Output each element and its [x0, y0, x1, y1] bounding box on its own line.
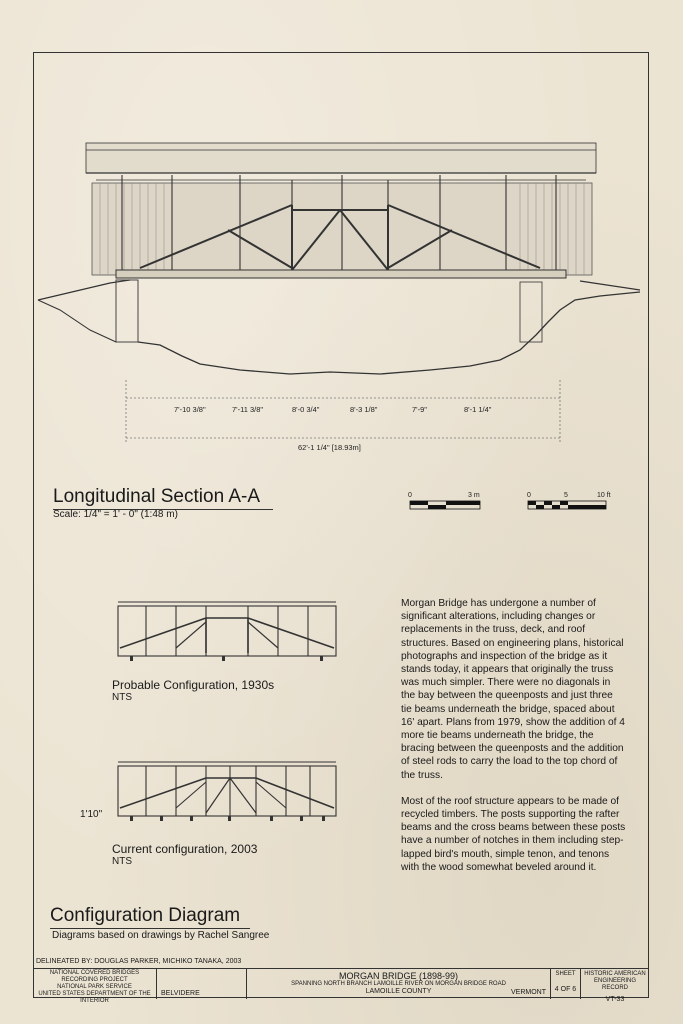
dim-3: 8'-0 3/4"	[292, 405, 320, 414]
scale-m-end: 3 m	[468, 492, 480, 499]
height-label: 1'10"	[80, 809, 103, 820]
record-line-2: ENGINEERING RECORD	[593, 978, 636, 991]
total-dim: 62'-1 1/4" [18.93m]	[298, 443, 361, 452]
current-nts: NTS	[112, 856, 132, 867]
bridge-name: MORGAN BRIDGE (1898-99)	[338, 971, 459, 981]
title-block	[33, 968, 649, 1004]
state: VERMONT	[511, 989, 546, 996]
tb-sheet	[551, 969, 581, 999]
dim-4: 8'-3 1/8"	[350, 405, 378, 414]
tb-record	[581, 969, 649, 1003]
tb-town	[157, 969, 247, 999]
probable-config-diagram	[110, 598, 344, 670]
agency-line-3: NATIONAL PARK SERVICE	[57, 984, 132, 990]
scale-ft-mid: 5	[564, 492, 568, 499]
record-line-1: HISTORIC AMERICAN	[584, 971, 646, 977]
current-config-diagram	[110, 758, 344, 830]
county: LAMOILLE COUNTY	[365, 988, 432, 995]
scale-ft-end: 10 ft	[597, 492, 611, 499]
dim-5: 7'-9"	[412, 405, 427, 414]
agency-line-4: UNITED STATES DEPARTMENT OF THE INTERIOR	[38, 991, 151, 1004]
scale-ft-start: 0	[527, 492, 531, 499]
delineated-by: DELINEATED BY: DOUGLAS PARKER, MICHIKO TANAKA, 2003	[36, 958, 242, 965]
dim-2: 7'-11 3/8"	[232, 405, 264, 414]
scale-m-start: 0	[408, 492, 412, 499]
config-title-underline	[50, 928, 250, 929]
probable-caption: Probable Configuration, 1930s	[112, 678, 275, 692]
scale-bars	[400, 488, 620, 518]
dim-1: 7'-10 3/8"	[174, 405, 206, 414]
section-title: Longitudinal Section A-A	[53, 486, 261, 507]
description-para-1: Morgan Bridge has undergone a number of significant alterations, including changes or replacements in the truss, deck, and roof structures. Based on engineering plans, historical photographs and inspection of the bridge as it stands today, it appears that originally the truss was much simpler. There were no diagonals in the bay between the queenposts and just three tie beams underneath the bridge, spaced about 16' apart. Plans from 1979, show the addition of 4 more tie beams underneath the bridge, the bracing between the queenposts and the addition of steel rods to carry the load to the top chord of the truss.	[401, 598, 625, 781]
sheet-label: SHEET	[555, 971, 576, 977]
sheet-num: 4 OF 6	[554, 986, 577, 993]
spanning: SPANNING NORTH BRANCH LAMOILLE RIVER ON MORGAN BRIDGE ROAD	[291, 981, 506, 987]
record-id: VT-33	[605, 996, 625, 1003]
section-scale: Scale: 1/4" = 1' - 0" (1:48 m)	[53, 509, 178, 520]
probable-nts: NTS	[112, 692, 132, 703]
description-para-2: Most of the roof structure appears to be made of recycled timbers. The posts supporting the rafter beams and the cross beams between these posts have a number of notches in them including step-lapped bird's mouth, simple tenon, and tenons with the wood somewhat beveled around it.	[401, 795, 626, 873]
current-caption: Current configuration, 2003	[112, 842, 258, 856]
dim-6: 8'-1 1/4"	[464, 405, 492, 414]
agency-line-1: NATIONAL COVERED BRIDGES	[49, 970, 140, 976]
longitudinal-section-drawing	[0, 0, 683, 470]
tb-name	[247, 969, 551, 999]
town: BELVIDERE	[161, 990, 200, 997]
tb-agency	[33, 969, 157, 1004]
description-text	[401, 597, 626, 887]
agency-line-2: RECORDING PROJECT	[61, 977, 128, 983]
config-title: Configuration Diagram	[50, 905, 241, 926]
config-subtitle: Diagrams based on drawings by Rachel Sangree	[52, 930, 270, 941]
